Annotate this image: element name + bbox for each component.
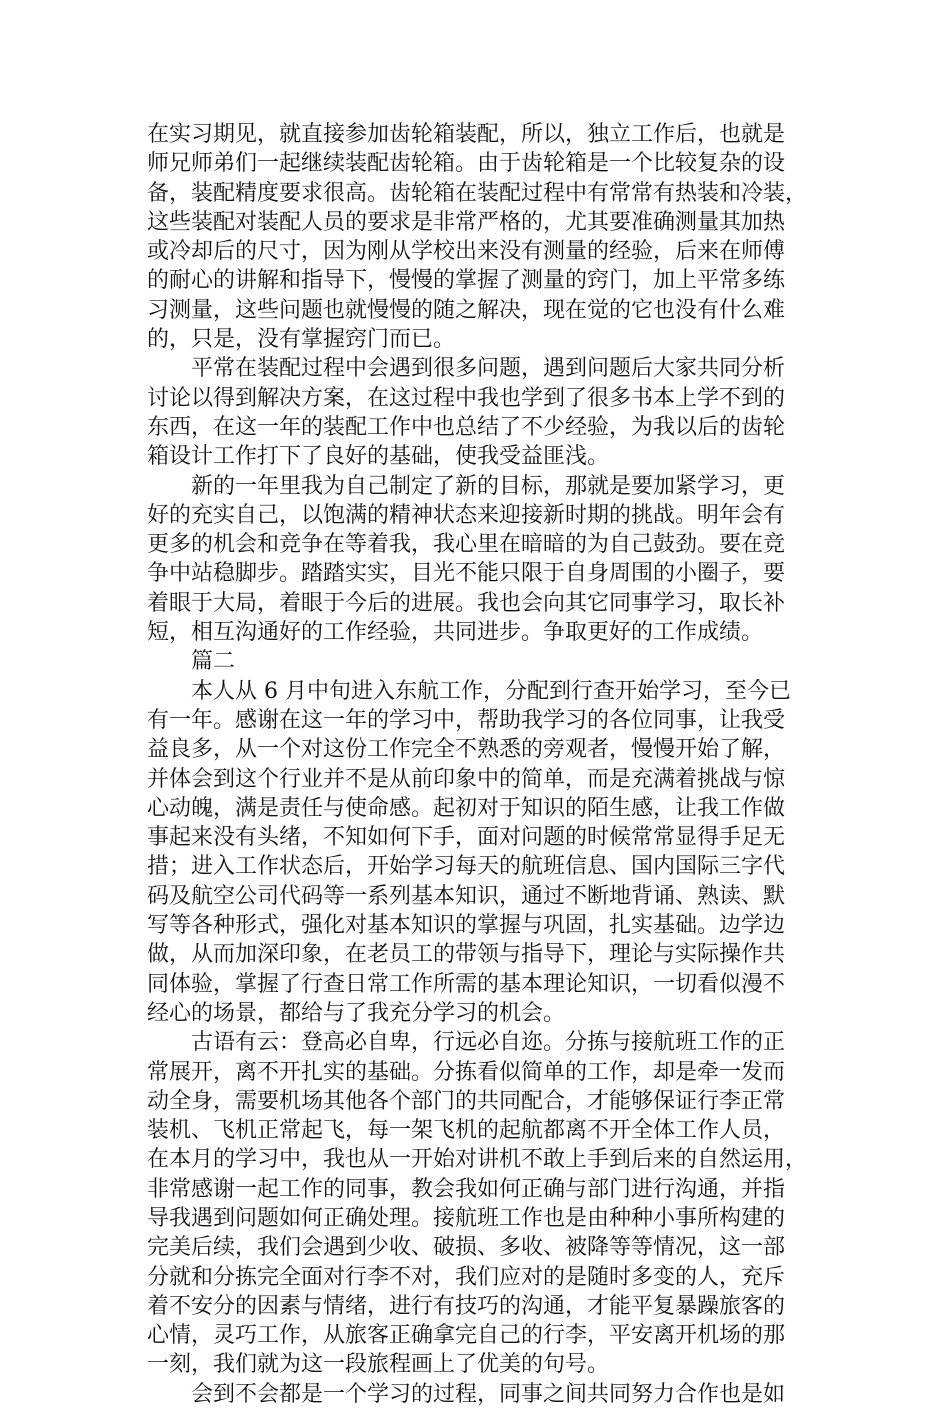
text-line: 好的充实自己，以饱满的精神状态来迎接新时期的挑战。明年会有 [147, 502, 786, 528]
text-line: 码及航空公司代码等一系列基本知识，通过不断地背诵、熟读、默 [147, 883, 786, 909]
text-line: 装机、飞机正常起飞，每一架飞机的起航都离不开全体工作人员， [147, 1118, 786, 1144]
text-line: 的，只是，没有掌握窍门而已。 [147, 327, 456, 353]
text-line: 经心的场景，都给与了我充分学习的机会。 [147, 1000, 566, 1026]
text-line: 动全身，需要机场其他各个部门的共同配合，才能够保证行李正常 [147, 1088, 786, 1114]
text-line: 着眼于大局，着眼于今后的进展。我也会向其它同事学习，取长补 [147, 590, 786, 616]
text-line: 非常感谢一起工作的同事，教会我如何正确与部门进行沟通，并指 [147, 1176, 786, 1202]
text-line: 益良多，从一个对这份工作完全不熟悉的旁观者，慢慢开始了解， [147, 737, 786, 763]
text-line: 备，装配精度要求很高。齿轮箱在装配过程中有常常有热装和冷装， [147, 180, 808, 206]
text-line: 在本月的学习中，我也从一开始对讲机不敢上手到后来的自然运用， [147, 1147, 808, 1173]
text-line: 习测量，这些问题也就慢慢的随之解决，现在觉的它也没有什么难 [147, 297, 786, 323]
text-line: 箱设计工作打下了良好的基础，使我受益匪浅。 [147, 444, 610, 470]
text-line: 做，从而加深印象，在老员工的带领与指导下，理论与实际操作共 [147, 942, 786, 968]
document-body [147, 120, 807, 1409]
text-line: 东西，在这一年的装配工作中也总结了不少经验，为我以后的齿轮 [147, 414, 786, 440]
text-line: 会到不会都是一个学习的过程，同事之间共同努力合作也是如 [191, 1381, 786, 1407]
text-line: 的耐心的讲解和指导下，慢慢的掌握了测量的窍门，加上平常多练 [147, 268, 786, 294]
text-line: 这些装配对装配人员的要求是非常严格的，尤其要准确测量其加热 [147, 209, 786, 235]
text-line: 事起来没有头绪，不知如何下手，面对问题的时候常常显得手足无 [147, 825, 786, 851]
text-line: 写等各种形式，强化对基本知识的掌握与巩固，扎实基础。边学边 [147, 913, 786, 939]
text-line: 导我遇到问题如何正确处理。接航班工作也是由种种小事所构建的 [147, 1205, 786, 1231]
text-line: 分就和分拣完全面对行李不对，我们应对的是随时多变的人，充斥 [147, 1264, 786, 1290]
text-line: 心动魄，满是责任与使命感。起初对于知识的陌生感，让我工作做 [147, 795, 786, 821]
text-line: 在实习期见，就直接参加齿轮箱装配，所以，独立工作后，也就是 [147, 122, 786, 147]
text-line: 心情，灵巧工作，从旅客正确拿完自己的行李，平安离开机场的那 [147, 1323, 786, 1349]
text-line: 争中站稳脚步。踏踏实实，目光不能只限于自身周围的小圈子，要 [147, 561, 786, 587]
text-line: 新的一年里我为自己制定了新的目标，那就是要加紧学习，更 [191, 473, 786, 499]
text-line: 或冷却后的尺寸，因为刚从学校出来没有测量的经验，后来在师傅 [147, 239, 786, 265]
text-line: 平常在装配过程中会遇到很多问题，遇到问题后大家共同分析 [191, 356, 786, 382]
text-line: 本人从 6 月中旬进入东航工作，分配到行查开始学习，至今已 [191, 678, 791, 704]
text-line: 常展开，离不开扎实的基础。分拣看似简单的工作，却是牵一发而 [147, 1059, 786, 1085]
text-line: 短，相互沟通好的工作经验，共同进步。争取更好的工作成绩。 [147, 620, 764, 646]
text-line: 更多的机会和竞争在等着我，我心里在暗暗的为自己鼓劲。要在竞 [147, 532, 786, 558]
text-line: 一刻，我们就为这一段旅程画上了优美的句号。 [147, 1352, 610, 1378]
text-line: 有一年。感谢在这一年的学习中，帮助我学习的各位同事，让我受 [147, 707, 786, 733]
text-line: 讨论以得到解决方案，在这过程中我也学到了很多书本上学不到的 [147, 385, 786, 411]
text-line: 并体会到这个行业并不是从前印象中的简单，而是充满着挑战与惊 [147, 766, 786, 792]
text-line: 师兄师弟们一起继续装配齿轮箱。由于齿轮箱是一个比较复杂的设 [147, 151, 786, 177]
text-line: 完美后续，我们会遇到少收、破损、多收、被降等等情况，这一部 [147, 1235, 786, 1261]
text-line: 篇二 [191, 649, 236, 675]
text-line: 古语有云：登高必自卑，行远必自迩。分拣与接航班工作的正 [191, 1030, 786, 1056]
text-line: 着不安分的因素与情绪，进行有技巧的沟通，才能平复暴躁旅客的 [147, 1293, 786, 1319]
text-line: 措；进入工作状态后，开始学习每天的航班信息、国内国际三字代 [147, 854, 786, 880]
text-line: 同体验，掌握了行查日常工作所需的基本理论知识，一切看似漫不 [147, 971, 786, 997]
